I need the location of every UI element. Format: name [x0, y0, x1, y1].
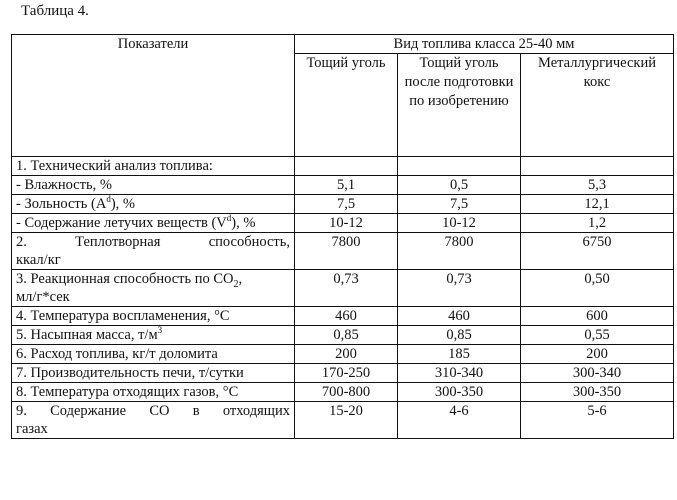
header-indicators: Показатели: [12, 35, 295, 157]
row-label: 4. Температура воспламенения, °C: [12, 307, 295, 326]
value-cell: 185: [398, 345, 521, 364]
row-label: 5. Насыпная масса, $т/м^3$: [12, 326, 295, 345]
table-row: [12, 383, 674, 402]
value-cell: 7,5: [295, 195, 398, 214]
table-row: [12, 195, 674, 214]
row-label: 7. Производительность печи, т/сутки: [12, 364, 295, 383]
value-cell: 170-250: [295, 364, 398, 383]
row-label: 8. Температура отходящих газов, °C: [12, 383, 295, 402]
table-row: [12, 233, 674, 270]
value-cell: 600: [521, 307, 674, 326]
value-cell: 0,85: [295, 326, 398, 345]
header-col-coke: Металлургический кокс: [521, 54, 674, 157]
row-label: 2. Теплотворная способность, ккал/кг: [12, 233, 295, 270]
value-cell: 5,3: [521, 176, 674, 195]
value-cell: 7800: [398, 233, 521, 270]
value-cell: 10-12: [398, 214, 521, 233]
header-col-prepared-coal: Тощий уголь после подготовки по изобретению: [398, 54, 521, 157]
value-cell: 7,5: [398, 195, 521, 214]
table-row: [12, 214, 674, 233]
fuel-comparison-table: [11, 34, 674, 439]
value-cell: 0,85: [398, 326, 521, 345]
value-cell: 310-340: [398, 364, 521, 383]
value-cell: 12,1: [521, 195, 674, 214]
table-row: [12, 176, 674, 195]
table-row: [12, 157, 674, 176]
row-label: 3. Реакционная способность по $CO_2$, мл/г*сек: [12, 270, 295, 307]
table-row: [12, 326, 674, 345]
value-cell: 7800: [295, 233, 398, 270]
table-caption: Таблица 4.: [21, 3, 89, 19]
header-fuel-group: Вид топлива класса 25-40 мм: [295, 35, 674, 54]
value-cell: 0,73: [295, 270, 398, 307]
value-cell: 5,1: [295, 176, 398, 195]
row-label: - Влажность, %: [12, 176, 295, 195]
row-label: 6. Расход топлива, кг/т доломита: [12, 345, 295, 364]
value-cell: 6750: [521, 233, 674, 270]
value-cell: 0,5: [398, 176, 521, 195]
value-cell: 200: [295, 345, 398, 364]
table-row: [12, 270, 674, 307]
value-cell: 4-6: [398, 402, 521, 439]
row-label: - Зольность $(A^d)$, %: [12, 195, 295, 214]
value-cell: 1,2: [521, 214, 674, 233]
value-cell: 300-340: [521, 364, 674, 383]
section-title: 1. Технический анализ топлива:: [12, 157, 295, 176]
value-cell: 5-6: [521, 402, 674, 439]
value-cell: 460: [398, 307, 521, 326]
value-cell: 0,55: [521, 326, 674, 345]
value-cell: 300-350: [398, 383, 521, 402]
value-cell: 300-350: [521, 383, 674, 402]
table-row: [12, 345, 674, 364]
value-cell: 15-20: [295, 402, 398, 439]
table-row: [12, 402, 674, 439]
value-cell: 460: [295, 307, 398, 326]
value-cell: 0,73: [398, 270, 521, 307]
header-row-1: [12, 35, 674, 54]
value-cell: 200: [521, 345, 674, 364]
value-cell: 700-800: [295, 383, 398, 402]
row-label: 9. Содержание CO в отходящих газах: [12, 402, 295, 439]
value-cell: 10-12: [295, 214, 398, 233]
header-col-lean-coal: Тощий уголь: [295, 54, 398, 157]
table-row: [12, 364, 674, 383]
row-label: - Содержание летучих веществ $(V^d)$, %: [12, 214, 295, 233]
value-cell: 0,50: [521, 270, 674, 307]
table-row: [12, 307, 674, 326]
